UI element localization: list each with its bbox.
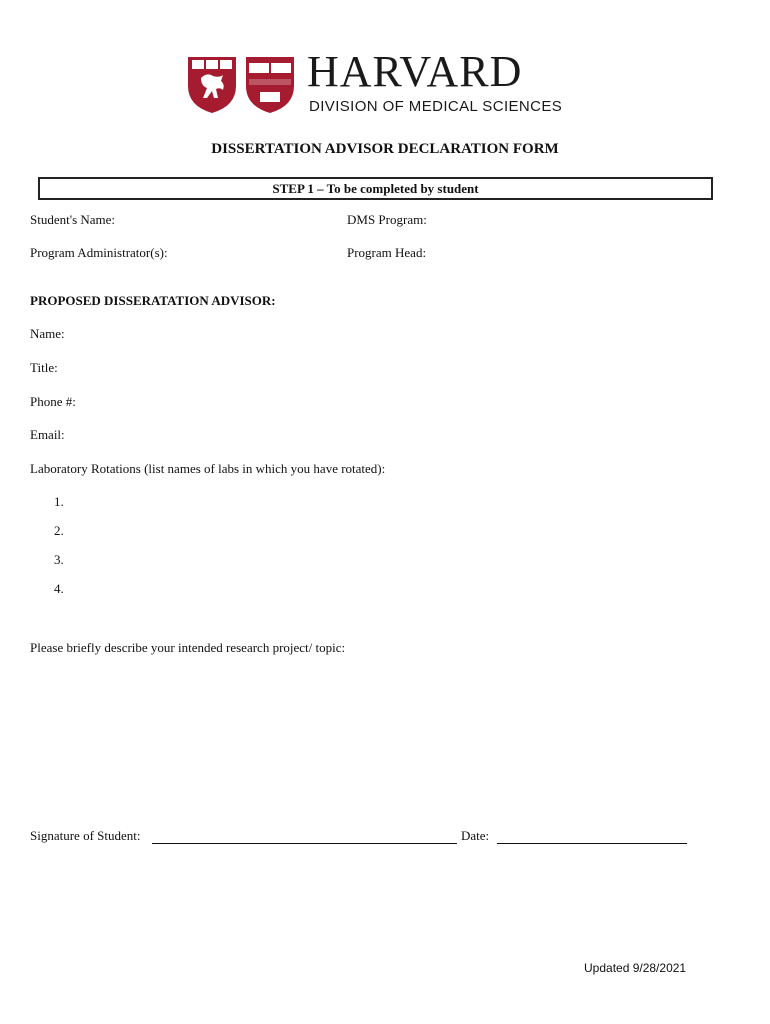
step-1-banner: STEP 1 – To be completed by student [38,177,713,200]
division-name: DIVISION OF MEDICAL SCIENCES [309,98,563,115]
dms-program-label: DMS Program: [347,212,427,227]
form-title: DISSERTATION ADVISOR DECLARATION FORM [211,141,559,157]
rotation-item: 4. [54,581,64,596]
rotation-item: 1. [54,494,64,509]
program-head-label: Program Head: [347,245,427,260]
research-label: Please briefly describe your intended research project/ topic: [30,640,346,655]
signature-label: Signature of Student: [30,828,141,843]
date-label: Date: [461,828,490,843]
rotations-label: Laboratory Rotations (list names of labs in which you have rotated): [30,461,386,476]
signature-line[interactable] [152,831,457,844]
rotation-item: 3. [54,552,64,567]
student-name-label: Student's Name: [30,212,116,227]
advisor-section-title: PROPOSED DISSERATATION ADVISOR: [30,293,276,308]
medical-school-shield-icon [245,56,295,114]
harvard-shield-icon [187,56,237,114]
advisor-name-label: Name: [30,326,65,341]
rotation-item: 2. [54,523,64,538]
program-admin-label: Program Administrator(s): [30,245,168,260]
advisor-email-label: Email: [30,427,65,442]
harvard-wordmark: HARVARD [307,47,523,96]
updated-date: Updated 9/28/2021 [584,961,687,975]
advisor-phone-label: Phone #: [30,394,76,409]
advisor-title-label: Title: [30,360,58,375]
date-line[interactable] [497,831,687,844]
